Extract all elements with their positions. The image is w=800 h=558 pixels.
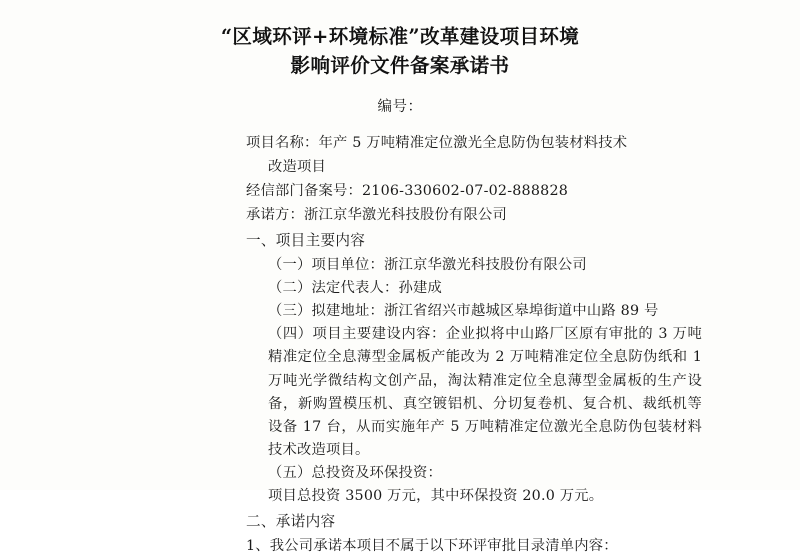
field-project-name-value: 年产 5 万吨精准定位激光全息防伪包装材料技术 (318, 135, 627, 151)
section-1-item-5: （五）总投资及环保投资： (246, 462, 702, 485)
field-record-number (246, 180, 702, 203)
field-record-number-value: 2106-330602-07-02-888828 (362, 183, 568, 199)
document-title (58, 22, 742, 81)
field-project-name-label: 项目名称： (246, 135, 318, 151)
title-line-1: “区域环评+环境标准”改革建设项目环境 (58, 22, 742, 51)
title-line-2: 影响评价文件备案承诺书 (58, 51, 742, 80)
section-1-item-6: 项目总投资 3500 万元，其中环保投资 20.0 万元。 (246, 485, 702, 508)
field-project-name (246, 132, 702, 155)
section-2-item-1: 1、我公司承诺本项目不属于以下环评审批目录清单内容： (246, 535, 702, 558)
document-body (58, 132, 742, 558)
document-number-label: 编号： (58, 95, 742, 116)
field-project-name-cont: 改造项目 (246, 156, 702, 179)
section-1-item-3: （三）拟建地址：浙江省绍兴市越城区皋埠街道中山路 89 号 (246, 300, 702, 323)
section-heading-1: 一、项目主要内容 (246, 229, 702, 253)
field-promisor (246, 204, 702, 227)
section-1-item-1: （一）项目单位：浙江京华激光科技股份有限公司 (246, 254, 702, 277)
field-promisor-label: 承诺方： (246, 207, 304, 223)
field-record-number-label: 经信部门备案号： (246, 183, 362, 199)
section-1-item-4: （四）项目主要建设内容：企业拟将中山路厂区原有审批的 3 万吨精准定位全息薄型金属板产能改为 2 万吨精准定位全息防伪纸和 1 万吨光学微结构文创产品，淘汰精准定位全息薄型金属板的生产设备，新购置模压机、真空镀铝机、分切复卷机、复合机、裁纸机等设备 17 台，从而实施年产 5 万吨精准定位激光全息防伪包装材料技术改造项目。 (246, 323, 702, 462)
section-1-item-2: （二）法定代表人：孙建成 (246, 277, 702, 300)
section-heading-2: 二、承诺内容 (246, 510, 702, 534)
field-promisor-value: 浙江京华激光科技股份有限公司 (304, 207, 507, 223)
